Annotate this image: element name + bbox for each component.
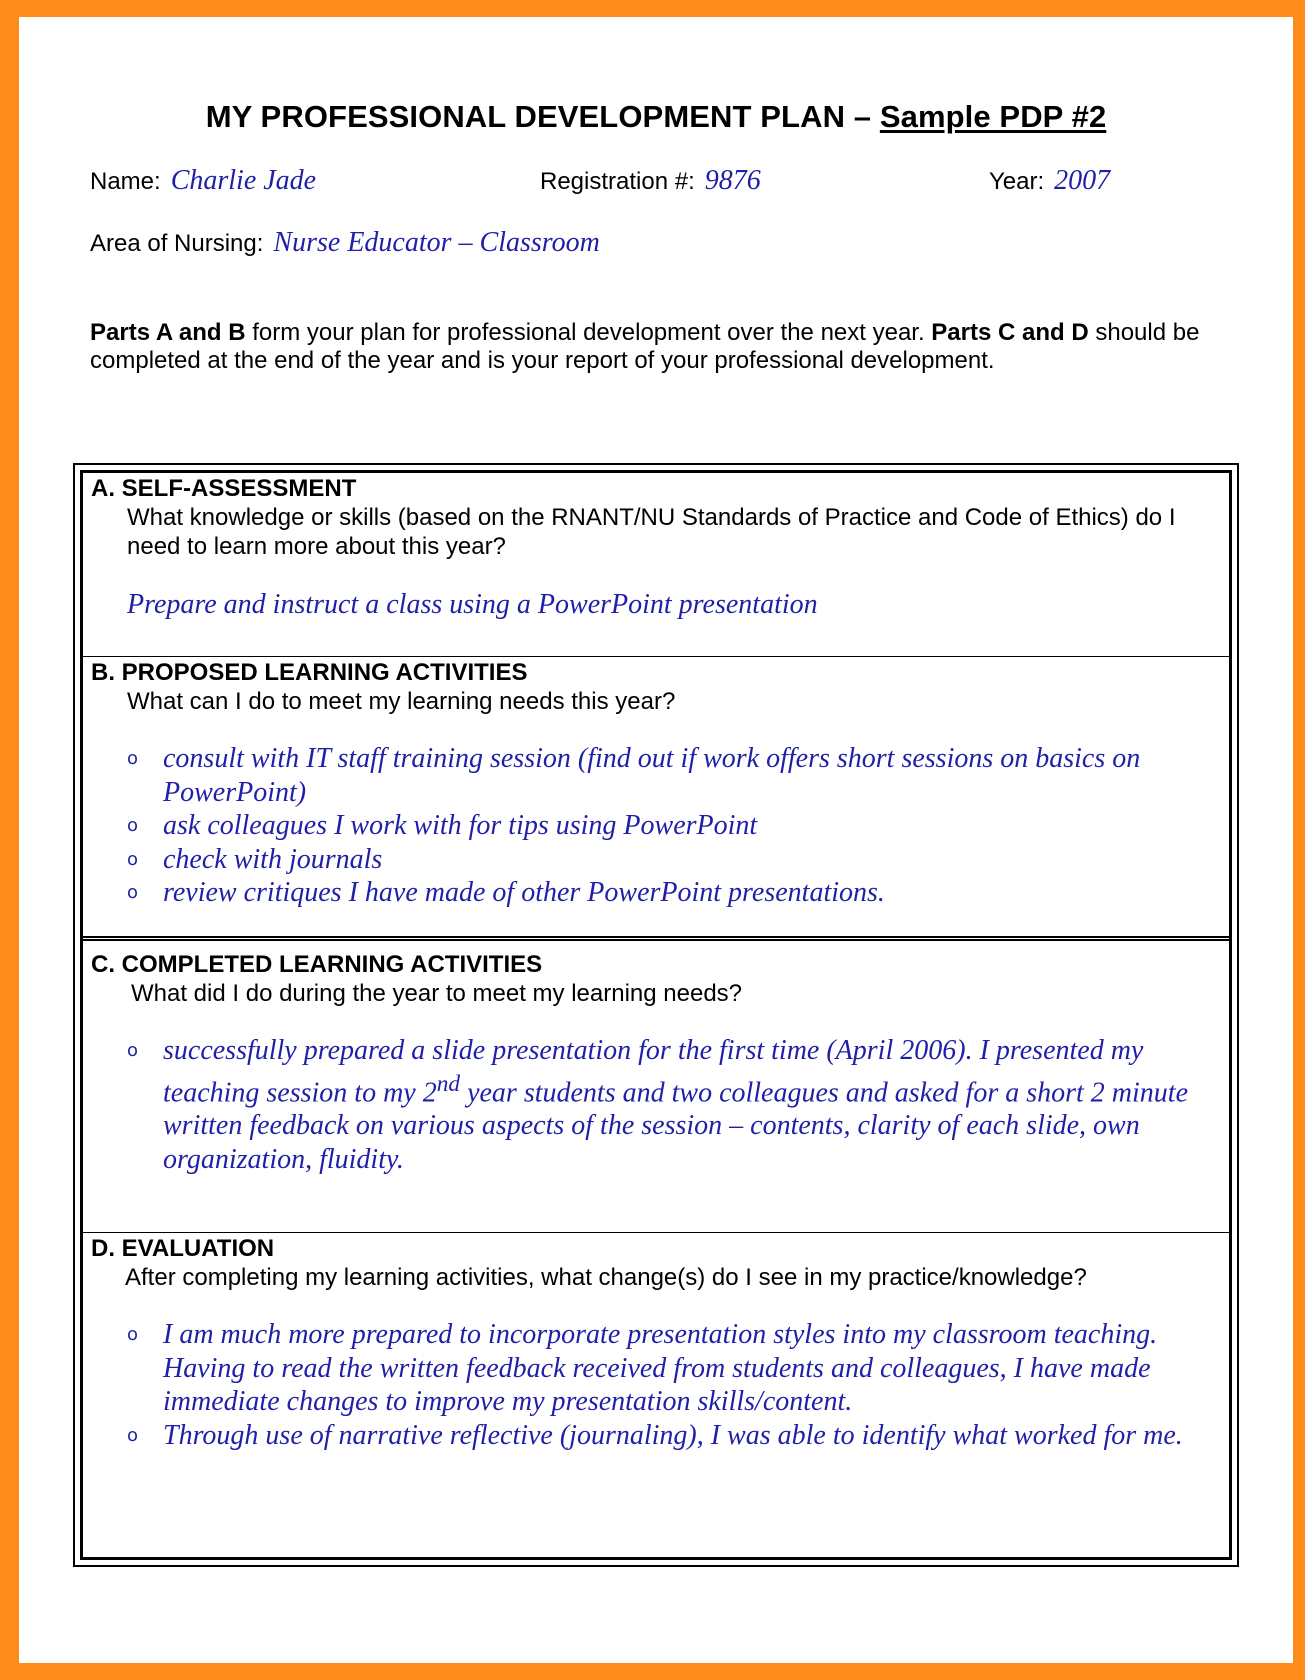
document-page	[19, 17, 1293, 1663]
intro-paragraph	[90, 319, 1250, 375]
list-item	[127, 809, 1217, 843]
list-item	[127, 742, 1217, 809]
section-c-list	[127, 1034, 1217, 1176]
year-field	[989, 165, 1110, 197]
list-item	[127, 843, 1217, 877]
list-item-text: I am much more prepared to incorporate presentation styles into my classroom teaching. Having to read the written feedback received from students and colleagues, I have made immediate changes to improve my presentation skills/content.	[163, 1319, 1158, 1417]
area-value: Nurse Educator – Classroom	[273, 227, 600, 258]
list-item-text-part-1: successfully prepared a slide presentation for the first time (April 2006). I presented my teaching session to my 2	[163, 1035, 1144, 1108]
intro-text-1: form your plan for professional development over the next year.	[245, 319, 932, 346]
title-sample: Sample PDP #2	[879, 99, 1107, 134]
pdp-form-inner	[80, 470, 1232, 1560]
section-b-list	[127, 742, 1217, 910]
section-proposed-activities	[83, 657, 1229, 941]
name-label: Name:	[90, 168, 161, 195]
list-item	[127, 876, 1217, 910]
bullet-icon: o	[127, 815, 139, 836]
section-b-question: What can I do to meet my learning needs this year?	[127, 688, 676, 715]
intro-bold-1: Parts A and B	[90, 319, 246, 346]
name-value: Charlie Jade	[170, 165, 317, 196]
list-item-text: review critiques I have made of other PowerPoint presentations.	[163, 877, 885, 908]
section-d-question: After completing my learning activities, what change(s) do I see in my practice/knowledge?	[125, 1264, 1087, 1291]
area-label: Area of Nursing:	[90, 230, 264, 257]
section-self-assessment	[83, 473, 1229, 657]
section-a-question: What knowledge or skills (based on the RNANT/NU Standards of Practice and Code of Ethics) do I need to learn more about this year?	[127, 504, 1176, 560]
list-item	[127, 1318, 1217, 1419]
list-item-text: consult with IT staff training session (find out if work offers short sessions on basics on PowerPoint)	[163, 743, 1141, 808]
bullet-icon: o	[127, 882, 139, 903]
section-a-answer: Prepare and instruct a class using a PowerPoint presentation	[127, 589, 818, 620]
bullet-icon: o	[127, 848, 139, 870]
registration-field	[540, 165, 761, 197]
bullet-icon: o	[127, 1324, 139, 1345]
list-item-text: Through use of narrative reflective (journaling), I was able to identify what worked for me.	[163, 1419, 1183, 1451]
year-label: Year:	[989, 168, 1045, 195]
section-a-heading: A. SELF-ASSESSMENT	[91, 475, 357, 502]
list-item-superscript: nd	[436, 1070, 461, 1097]
page-title	[19, 99, 1293, 135]
bullet-icon: o	[127, 748, 139, 769]
area-field	[90, 227, 600, 259]
registration-label: Registration #:	[540, 168, 695, 195]
title-main: MY PROFESSIONAL DEVELOPMENT PLAN –	[205, 99, 880, 134]
list-item-text: ask colleagues I work with for tips using PowerPoint	[163, 810, 758, 841]
list-item-text: check with journals	[163, 843, 383, 875]
intro-bold-2: Parts C and D	[931, 319, 1089, 346]
section-evaluation	[83, 1233, 1229, 1563]
registration-value: 9876	[704, 165, 761, 196]
list-item-text-part-2: year students and two colleagues and asked for a short 2 minute written feedback on various aspects of the session – contents, clarity of each slide, own organization, fluidity.	[163, 1076, 1189, 1175]
intro-text-2: should be completed at the end of the year and is your report of your professional development.	[90, 319, 1200, 374]
list-item	[127, 1419, 1217, 1453]
section-c-question: What did I do during the year to meet my learning needs?	[131, 980, 743, 1007]
bullet-icon: o	[127, 1424, 139, 1446]
list-item	[127, 1034, 1217, 1176]
section-b-heading: B. PROPOSED LEARNING ACTIVITIES	[91, 659, 528, 686]
name-field	[90, 165, 316, 197]
pdp-form	[73, 463, 1239, 1567]
section-d-list	[127, 1318, 1217, 1452]
year-value: 2007	[1054, 165, 1111, 196]
bullet-icon: o	[127, 1040, 139, 1061]
section-c-heading: C. COMPLETED LEARNING ACTIVITIES	[91, 951, 543, 978]
section-completed-activities	[83, 949, 1229, 1233]
section-d-heading: D. EVALUATION	[91, 1235, 275, 1262]
